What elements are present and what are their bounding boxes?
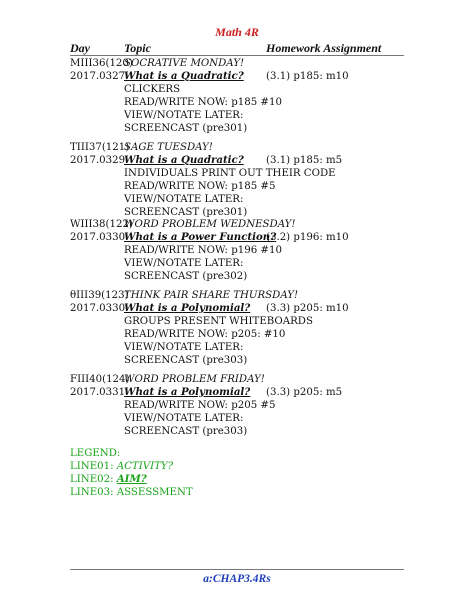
- legend-line-1-prefix: LINE01:: [70, 461, 117, 472]
- day-task: SCREENCAST (pre303): [124, 426, 248, 437]
- legend-line-2-prefix: LINE02:: [70, 474, 117, 485]
- day-task: VIEW/NOTATE LATER:: [124, 258, 244, 269]
- day-homework: (3.3) p205: m5: [266, 387, 343, 398]
- day-theme: WORD PROBLEM FRIDAY!: [124, 374, 265, 385]
- day-code: FIII40(124): [70, 374, 130, 385]
- day-task: SCREENCAST (pre302): [124, 271, 248, 282]
- day-task: READ/WRITE NOW: p196 #10: [124, 245, 282, 256]
- header-rule: [70, 55, 404, 56]
- day-theme: SOCRATIVE MONDAY!: [124, 58, 245, 69]
- legend-line-2-value: AIM?: [116, 473, 147, 485]
- day-task: CLICKERS: [124, 84, 181, 95]
- day-code: TIII37(121): [70, 142, 130, 153]
- day-homework: (3.2) p196: m10: [266, 232, 349, 243]
- day-homework: (3.1) p185: m10: [266, 71, 349, 82]
- day-task: VIEW/NOTATE LATER:: [124, 342, 244, 353]
- day-code: MIII36(120): [70, 58, 133, 69]
- legend-heading: LEGEND:: [70, 448, 121, 459]
- day-task: VIEW/NOTATE LATER:: [124, 413, 244, 424]
- day-date: 2017.0327: [70, 71, 126, 82]
- day-date: 2017.0331: [70, 387, 126, 398]
- day-task: GROUPS PRESENT WHITEBOARDS: [124, 316, 313, 327]
- day-date: 2017.0329: [70, 155, 126, 166]
- document-title: Math 4R: [215, 25, 259, 39]
- legend-line-3: LINE03: ASSESSMENT: [70, 487, 193, 498]
- day-task: VIEW/NOTATE LATER:: [124, 110, 244, 121]
- day-task: READ/WRITE NOW: p205: #10: [124, 329, 286, 340]
- day-aim: What is a Quadratic?: [124, 154, 244, 166]
- day-homework: (3.1) p185: m5: [266, 155, 343, 166]
- day-theme: THINK PAIR SHARE THURSDAY!: [124, 290, 299, 301]
- legend-line-1-value: ACTIVITY?: [116, 461, 174, 472]
- footer-label: a:CHAP3.4Rs: [203, 573, 271, 585]
- day-date: 2017.0330: [70, 232, 126, 243]
- legend-line-1: [70, 460, 173, 473]
- day-task: SCREENCAST (pre301): [124, 123, 248, 134]
- day-theme: SAGE TUESDAY!: [124, 142, 213, 153]
- day-aim: What is a Quadratic?: [124, 70, 244, 82]
- footer-rule: [70, 569, 404, 570]
- day-theme: WORD PROBLEM WEDNESDAY!: [124, 219, 296, 230]
- column-header-topic: Topic: [124, 41, 151, 55]
- day-aim: What is a Polynomial?: [124, 302, 251, 314]
- day-task: SCREENCAST (pre301): [124, 207, 248, 218]
- day-aim: What is a Power Function?: [124, 231, 277, 243]
- day-homework: (3.3) p205: m10: [266, 303, 349, 314]
- day-code: θIII39(123): [70, 290, 129, 301]
- day-aim: What is a Polynomial?: [124, 386, 251, 398]
- day-code: WIII38(122): [70, 219, 133, 230]
- day-task: READ/WRITE NOW: p185 #10: [124, 97, 282, 108]
- day-task: INDIVIDUALS PRINT OUT THEIR CODE: [124, 168, 336, 179]
- legend-line-2: [70, 473, 147, 486]
- day-task: SCREENCAST (pre303): [124, 355, 248, 366]
- day-task: READ/WRITE NOW: p185 #5: [124, 181, 276, 192]
- column-header-homework: Homework Assignment: [266, 41, 382, 55]
- day-task: READ/WRITE NOW: p205 #5: [124, 400, 276, 411]
- day-date: 2017.0330: [70, 303, 126, 314]
- day-task: VIEW/NOTATE LATER:: [124, 194, 244, 205]
- column-header-day: Day: [70, 41, 90, 55]
